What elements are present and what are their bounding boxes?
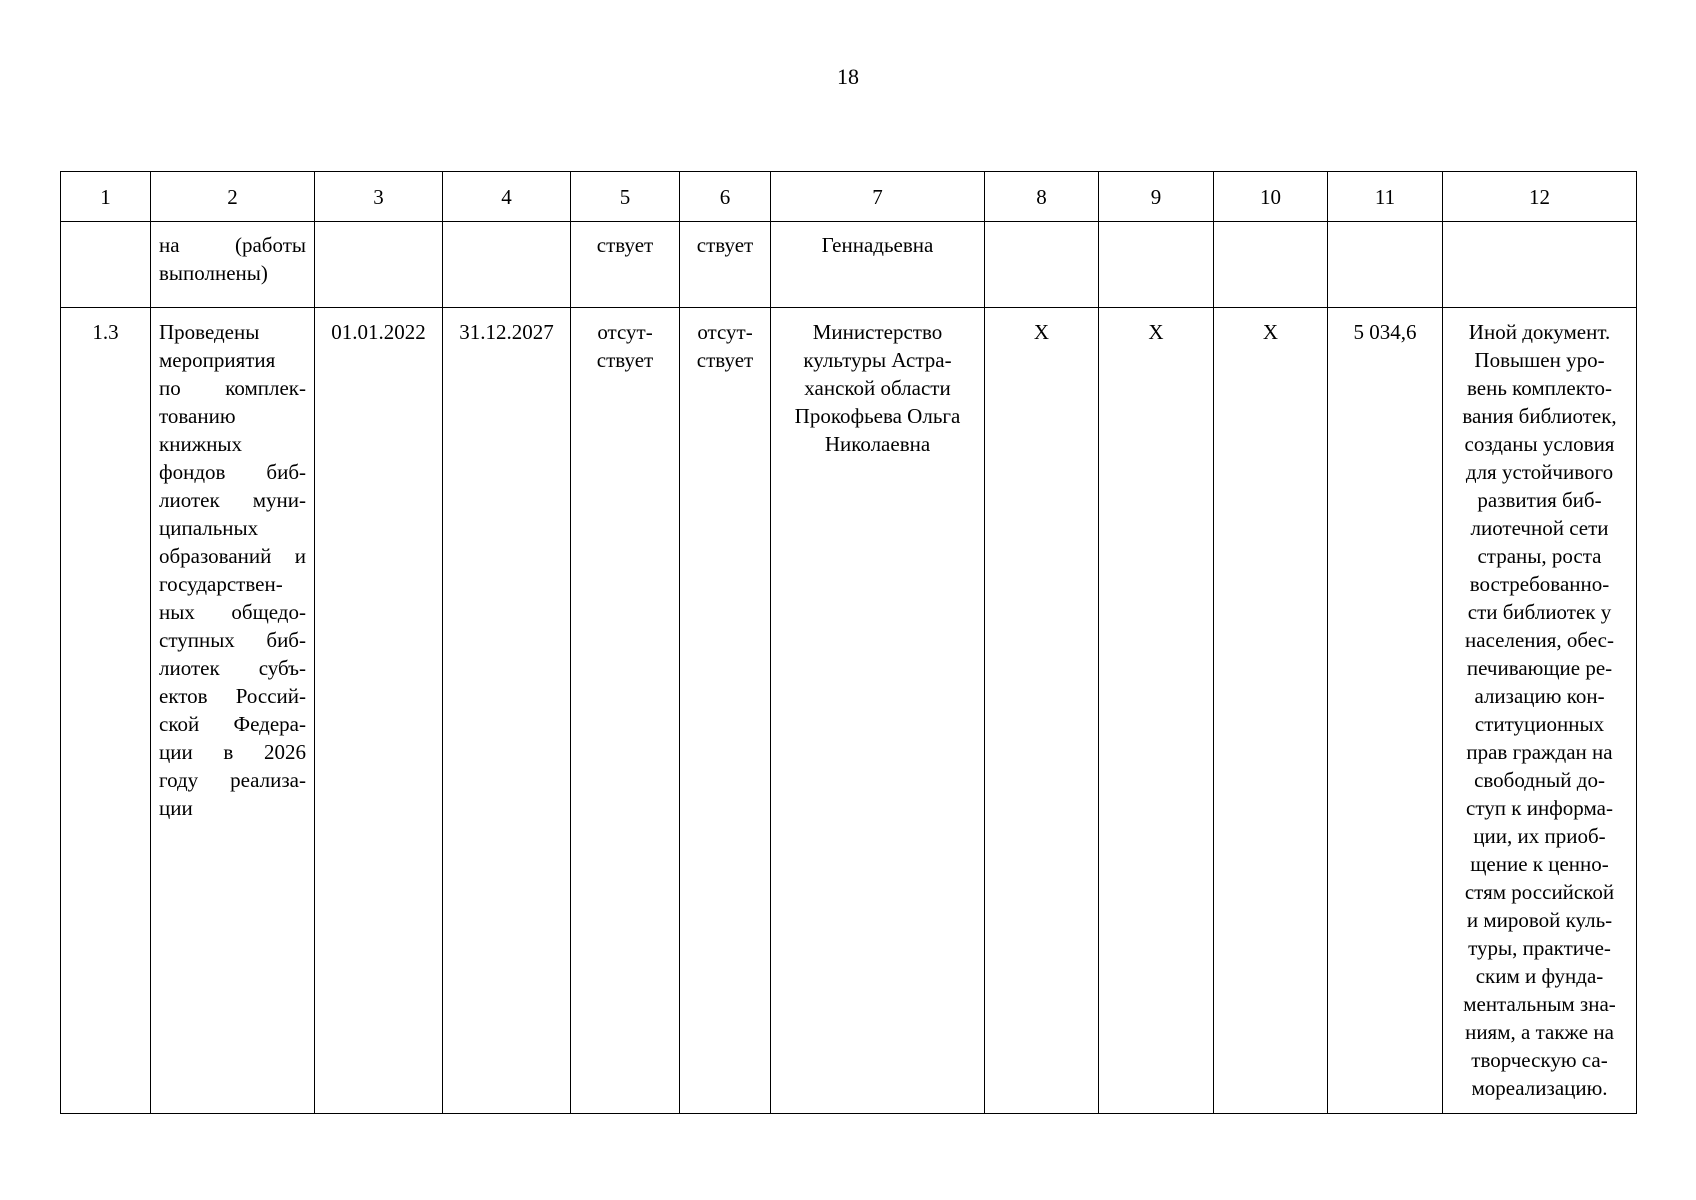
row-number-cell: 1.3 <box>61 308 151 1114</box>
column-number-cell: 6 <box>680 172 771 222</box>
end-date-cell <box>443 222 571 308</box>
result-line: образований и <box>159 544 306 568</box>
document-line: развития биб- <box>1477 488 1602 512</box>
result-line: ской Федера- <box>159 712 306 736</box>
col5-line: ствует <box>596 348 654 372</box>
table-row <box>61 308 1637 1114</box>
col8-cell: X <box>985 308 1099 1114</box>
amount-cell <box>1328 222 1443 308</box>
column-number-cell: 3 <box>315 172 443 222</box>
result-line: ции в 2026 <box>159 740 306 764</box>
col8-cell <box>985 222 1099 308</box>
col5-line: отсут- <box>597 320 653 344</box>
page-number: 18 <box>837 64 859 89</box>
result-line: году реализа- <box>159 768 306 792</box>
result-line: государствен- <box>159 572 283 596</box>
col10-cell: X <box>1214 308 1328 1114</box>
result-line: на (работы <box>159 233 306 257</box>
result-line: тованию <box>159 404 236 428</box>
document-line: востребованно- <box>1469 572 1610 596</box>
col10-cell <box>1214 222 1328 308</box>
column-number-cell: 11 <box>1328 172 1443 222</box>
document-line: сти библиотек у <box>1467 600 1612 624</box>
amount-cell: 5 034,6 <box>1328 308 1443 1114</box>
responsible-cell <box>771 308 985 1114</box>
document-line: щение к ценно- <box>1470 852 1609 876</box>
document-line: вания библиотек, <box>1462 404 1617 428</box>
responsible-line: Николаевна <box>824 432 931 456</box>
document-line: ментальным зна- <box>1463 992 1616 1016</box>
document-line: свободный до- <box>1474 768 1605 792</box>
result-line: выполнены) <box>159 261 268 285</box>
column-number-cell: 4 <box>443 172 571 222</box>
result-cell <box>151 222 315 308</box>
document-line: лиотечной сети <box>1470 516 1609 540</box>
continuation-row <box>61 222 1637 308</box>
document-line: вень комплекто- <box>1466 376 1613 400</box>
result-line: лиотек субъ- <box>159 656 306 680</box>
document-line: мореализацию. <box>1471 1076 1608 1100</box>
col6-line: ствует <box>696 348 754 372</box>
result-line: ступных биб- <box>159 628 306 652</box>
responsible-line: Прокофьева Ольга <box>794 404 961 428</box>
col9-cell <box>1099 222 1214 308</box>
document-line: ализацию кон- <box>1474 684 1605 708</box>
end-date-cell: 31.12.2027 <box>443 308 571 1114</box>
result-line: ных общедо- <box>159 600 306 624</box>
column-number-row <box>61 172 1637 222</box>
document-cell <box>1443 222 1637 308</box>
result-line: фондов биб- <box>159 460 306 484</box>
row-number-cell <box>61 222 151 308</box>
report-table <box>60 171 1637 1114</box>
document-line: творческую са- <box>1471 1048 1608 1072</box>
column-number-cell: 7 <box>771 172 985 222</box>
result-line: ции <box>159 796 193 820</box>
document-line: прав граждан на <box>1466 740 1613 764</box>
document-line: страны, роста <box>1477 544 1602 568</box>
column-number-cell: 10 <box>1214 172 1328 222</box>
document-line: населения, обес- <box>1465 628 1614 652</box>
document-line: Повышен уро- <box>1474 348 1605 372</box>
column-number-cell: 5 <box>571 172 680 222</box>
col5-cell: ствует <box>571 222 680 308</box>
column-number-cell: 9 <box>1099 172 1214 222</box>
start-date-cell: 01.01.2022 <box>315 308 443 1114</box>
document-cell <box>1443 308 1637 1114</box>
document-line: печивающие ре- <box>1466 656 1613 680</box>
document-line: для устойчивого <box>1465 460 1614 484</box>
result-cell <box>151 308 315 1114</box>
document-line: ниям, а также на <box>1465 1020 1614 1044</box>
column-number-cell: 8 <box>985 172 1099 222</box>
responsible-line: культуры Астра- <box>803 348 952 372</box>
document-line: туры, практиче- <box>1468 936 1611 960</box>
result-line: книжных <box>159 432 243 456</box>
responsible-line: ханской области <box>804 376 951 400</box>
column-number-cell: 12 <box>1443 172 1637 222</box>
result-line: ципальных <box>159 516 259 540</box>
col6-cell <box>680 308 771 1114</box>
result-line: Проведены <box>159 320 260 344</box>
col6-cell: ствует <box>680 222 771 308</box>
result-line: мероприятия <box>159 348 276 372</box>
document-line: ским и фунда- <box>1475 964 1604 988</box>
col5-cell <box>571 308 680 1114</box>
result-line: по комплек- <box>159 376 306 400</box>
responsible-line: Министерство <box>812 320 943 344</box>
document-line: ции, их приоб- <box>1473 824 1606 848</box>
col6-line: отсут- <box>697 320 753 344</box>
document-line: созданы условия <box>1464 432 1615 456</box>
start-date-cell <box>315 222 443 308</box>
document-line: Иной документ. <box>1468 320 1611 344</box>
document-line: ступ к информа- <box>1466 796 1613 820</box>
result-line: лиотек муни- <box>159 488 306 512</box>
document-line: ституционных <box>1474 712 1605 736</box>
responsible-cell: Геннадьевна <box>771 222 985 308</box>
col9-cell: X <box>1099 308 1214 1114</box>
document-line: и мировой куль- <box>1466 908 1613 932</box>
document-line: стям российской <box>1464 880 1615 904</box>
column-number-cell: 2 <box>151 172 315 222</box>
result-line: ектов Россий- <box>159 684 306 708</box>
column-number-cell: 1 <box>61 172 151 222</box>
